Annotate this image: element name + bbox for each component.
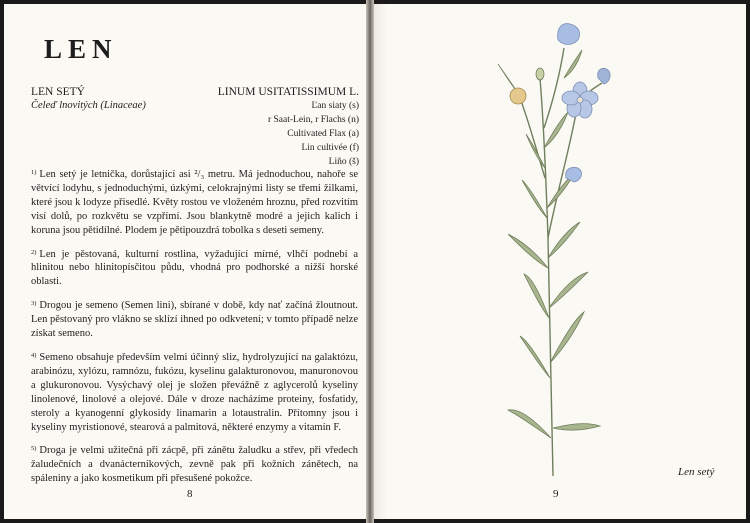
flax-illustration [478,18,628,476]
paragraph-2: $^{2)}$ Len je pěstovaná, kulturní rostlina, vyžadující mírné, vlhčí podnebí a hlinitou nebo hlinitopísčitou půdu, vhodná pro podhorské a nižší horské oblasti. [31,248,358,288]
latin-name-block [218,85,359,169]
page-number-left: 8 [187,488,193,500]
page-number-right: 9 [553,488,559,500]
czech-name: LEN SETÝ [31,86,85,98]
other-name: Cultivated Flax (a) [287,129,359,139]
illustration-caption: Len setý [678,466,715,478]
paragraph-3: $^{3)}$ Drogou je semeno (Semen lini), sbírané v době, kdy nať začíná žloutnout. Len pěstovaný pro vlákno se sklízí ihned po odkvetení; v tomto případě nelze získat semeno. [31,300,358,340]
family-name: Čeleď lnovitých (Linaceae) [31,100,146,111]
czech-name-block [31,85,146,113]
other-name: r Saat-Lein, r Flachs (n) [267,115,359,125]
other-name: Lin cultivée (f) [301,143,359,153]
paragraph-1: $^{1)}$ Len setý je letnička, dorůstající asi ²/₃ metru. Má jednoduchou, nahoře se větvící lodyhu, s jednoduchými, úzkými, celokrajnými listy se třemi žilkami, které jsou k lodyze přisedlé. Květy rostou ve vloženém hroznu, před rozvitím visí dolů, po rozkvětu se vzpřímí. Jsou blankytně modré a jejich kalich i koruna jsou pětidílné. Plodem je pětipouzdrá tobolka s deseti semeny. [31,169,358,236]
body-text [31,166,358,494]
page-title: LEN [44,34,118,64]
paragraph-4: $^{4)}$ Semeno obsahuje především velmi účinný sliz, hydrolyzující na galaktózu, arabinózu, xylózu, ramnózu, fukózu, kyselinu galakturonovou, manuronovou a glukuronovou. Vysýchavý olej je složen převážně z aglycerolů kyseliny linolenové, linolové a olejové. Dále v droze nacházíme proteiny, fosfatidy, steroly a kyanogenní glykosidy linamarin a lotaustralin. Přítomny jsou i kyseliny myristionové, stearová a palmitová, některé enzymy a vitamín F. [31,351,358,433]
paragraph-5: $^{5)}$ Droga je velmi užitečná při zácpě, při zánětu žaludku a střev, při vředech žaludečních a dvanácterníkových, zevně pak při kožních zánětech, na spáleniny a jako kosmetikum při přesušené pokožce. [31,445,358,485]
other-name: Liño (š) [328,157,359,167]
book-gutter [366,0,374,523]
latin-name: LINUM USITATISSIMUM L. [217,86,359,98]
flax-flowers [510,24,610,182]
left-page [4,4,368,519]
other-name: Ľan siaty (s) [311,101,359,111]
